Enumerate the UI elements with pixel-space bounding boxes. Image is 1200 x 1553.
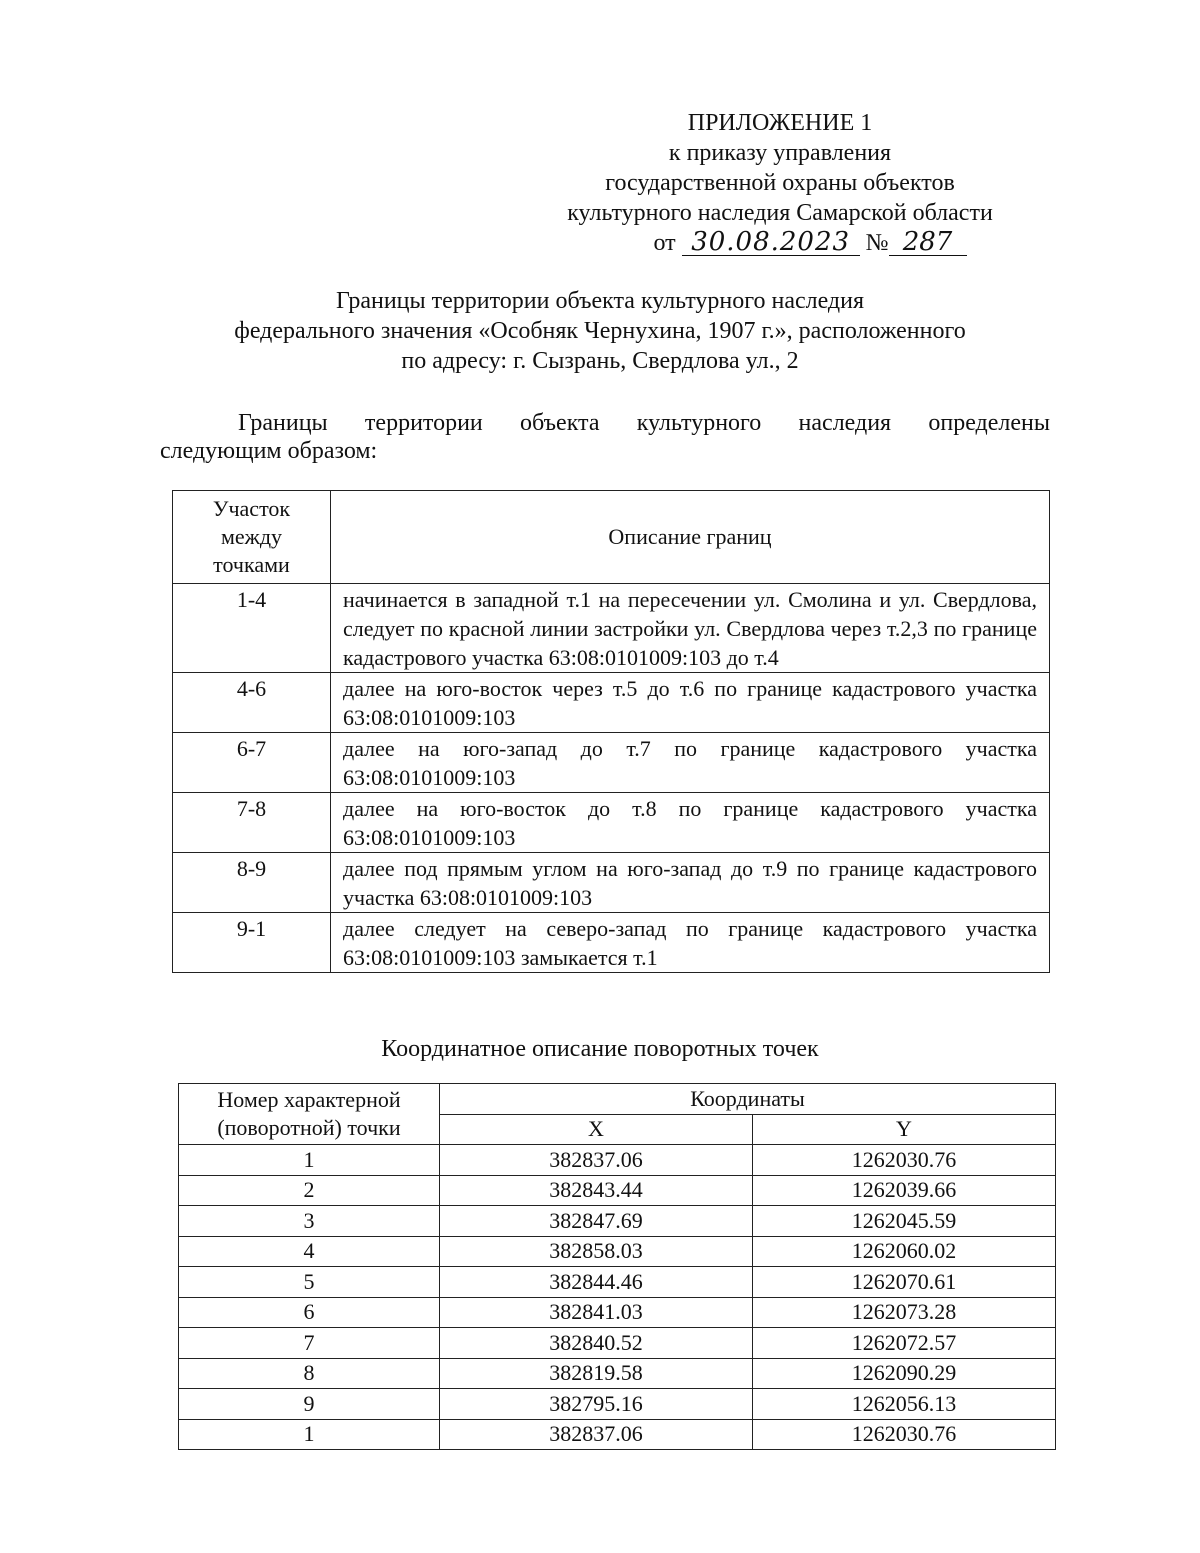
- appendix-line-3: культурного наследия Самарской области: [567, 200, 993, 226]
- appendix-block: [540, 108, 1020, 258]
- handwritten-number: 287: [889, 229, 967, 256]
- point-cell: 3: [179, 1206, 440, 1237]
- y-cell: 1262030.76: [753, 1145, 1056, 1176]
- description-cell: далее на юго-восток через т.5 до т.6 по границе кадастрового участка 63:08:0101009:103: [331, 673, 1050, 733]
- coordinates-table: [178, 1083, 1056, 1450]
- document-title: [150, 286, 1050, 376]
- table-row: [179, 1358, 1056, 1389]
- appendix-line-1: к приказу управления: [668, 140, 892, 166]
- x-cell: 382819.58: [440, 1358, 753, 1389]
- segment-cell: 4-6: [173, 673, 331, 733]
- segment-cell: 7-8: [173, 793, 331, 853]
- coordinates-header-row: [179, 1084, 1056, 1115]
- point-number-header: Номер характерной (поворотной) точки: [179, 1084, 440, 1145]
- title-line-2: федерального значения «Особняк Чернухина, 1907 г.», расположенного: [234, 318, 966, 344]
- table-row: [179, 1145, 1056, 1176]
- table-row: [179, 1206, 1056, 1237]
- boundaries-table: [172, 490, 1050, 973]
- point-cell: 5: [179, 1267, 440, 1298]
- table-row: [173, 853, 1050, 913]
- y-cell: 1262060.02: [753, 1236, 1056, 1267]
- x-cell: 382847.69: [440, 1206, 753, 1237]
- boundaries-header-row: [173, 491, 1050, 584]
- table-row: [173, 733, 1050, 793]
- y-cell: 1262039.66: [753, 1175, 1056, 1206]
- x-header: X: [440, 1114, 753, 1145]
- handwritten-date: 30.08.2023: [682, 229, 860, 256]
- x-cell: 382837.06: [440, 1145, 753, 1176]
- y-cell: 1262070.61: [753, 1267, 1056, 1298]
- table-row: [179, 1175, 1056, 1206]
- description-cell: далее на юго-запад до т.7 по границе кадастрового участка 63:08:0101009:103: [331, 733, 1050, 793]
- title-line-1: Границы территории объекта культурного наследия: [335, 288, 865, 314]
- table-row: [173, 584, 1050, 673]
- date-prefix: от: [653, 230, 676, 256]
- point-cell: 2: [179, 1175, 440, 1206]
- x-cell: 382795.16: [440, 1389, 753, 1420]
- y-cell: 1262073.28: [753, 1297, 1056, 1328]
- segment-cell: 8-9: [173, 853, 331, 913]
- table-row: [173, 913, 1050, 973]
- description-cell: далее под прямым углом на юго-запад до т.9 по границе кадастрового участка 63:08:0101009:103: [331, 853, 1050, 913]
- point-cell: 4: [179, 1236, 440, 1267]
- y-cell: 1262072.57: [753, 1328, 1056, 1359]
- appendix-date-line: [540, 228, 1020, 258]
- point-cell: 6: [179, 1297, 440, 1328]
- x-cell: 382837.06: [440, 1419, 753, 1450]
- point-cell: 7: [179, 1328, 440, 1359]
- appendix-line-2: государственной охраны объектов: [605, 170, 955, 196]
- title-line-3: по адресу: г. Сызрань, Свердлова ул., 2: [401, 348, 799, 374]
- intro-paragraph: [160, 409, 1050, 465]
- intro-line-1: Границы территории объекта культурного наследия определены: [238, 410, 1050, 436]
- number-prefix: №: [865, 230, 889, 256]
- segment-cell: 1-4: [173, 584, 331, 673]
- x-cell: 382843.44: [440, 1175, 753, 1206]
- segment-header: Участок между точками: [173, 491, 331, 584]
- y-cell: 1262030.76: [753, 1419, 1056, 1450]
- y-cell: 1262090.29: [753, 1358, 1056, 1389]
- x-cell: 382844.46: [440, 1267, 753, 1298]
- description-header: Описание границ: [331, 491, 1050, 584]
- table-row: [179, 1328, 1056, 1359]
- x-cell: 382840.52: [440, 1328, 753, 1359]
- table-row: [179, 1389, 1056, 1420]
- point-cell: 9: [179, 1389, 440, 1420]
- point-cell: 8: [179, 1358, 440, 1389]
- x-cell: 382858.03: [440, 1236, 753, 1267]
- table-row: [179, 1267, 1056, 1298]
- table-row: [179, 1236, 1056, 1267]
- y-cell: 1262056.13: [753, 1389, 1056, 1420]
- coordinates-header: Координаты: [440, 1084, 1056, 1115]
- table-row: [179, 1419, 1056, 1450]
- point-cell: 1: [179, 1145, 440, 1176]
- table-row: [179, 1297, 1056, 1328]
- y-header: Y: [753, 1114, 1056, 1145]
- description-cell: далее следует на северо-запад по границе кадастрового участка 63:08:0101009:103 замыкается т.1: [331, 913, 1050, 973]
- coordinates-subtitle: Координатное описание поворотных точек: [381, 1036, 819, 1062]
- point-cell: 1: [179, 1419, 440, 1450]
- intro-line-2: следующим образом:: [160, 438, 378, 464]
- table-row: [173, 673, 1050, 733]
- x-cell: 382841.03: [440, 1297, 753, 1328]
- description-cell: далее на юго-восток до т.8 по границе кадастрового участка 63:08:0101009:103: [331, 793, 1050, 853]
- description-cell: начинается в западной т.1 на пересечении ул. Смолина и ул. Свердлова, следует по красной линии застройки ул. Свердлова через т.2,3 по границе кадастрового участка 63:08:0101009:103 до т.4: [331, 584, 1050, 673]
- table-row: [173, 793, 1050, 853]
- appendix-title: ПРИЛОЖЕНИЕ 1: [687, 110, 873, 136]
- segment-cell: 9-1: [173, 913, 331, 973]
- y-cell: 1262045.59: [753, 1206, 1056, 1237]
- segment-cell: 6-7: [173, 733, 331, 793]
